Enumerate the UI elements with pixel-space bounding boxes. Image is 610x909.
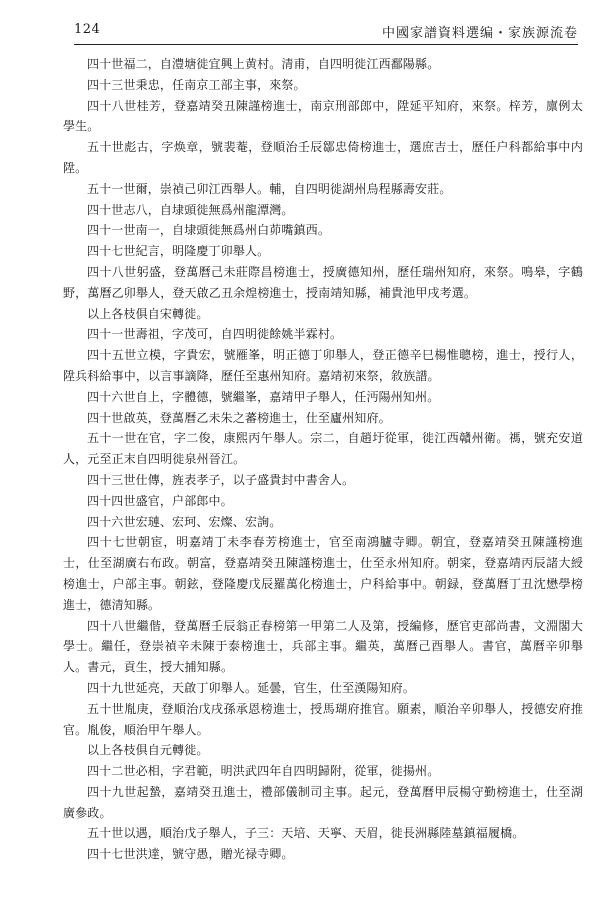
paragraph: 五十一世爾，崇禎己卯江西舉人。輔，自四明徙湖州烏程縣壽安莊。 [87, 181, 452, 196]
paragraph: 四十四世盛官，户部郎中。 [87, 493, 233, 508]
paragraph: 四十世福二，自澧塘徙宜興上黄村。清甫，自四明徙江西鄱陽縣。 [87, 57, 440, 71]
paragraph: 以上各枝俱自宋轉徙。 [87, 306, 209, 321]
paragraph: 四十三世仕傳，旌表孝子，以子盛貴封中書舍人。 [87, 472, 355, 487]
paragraph: 四十七世洪達，號守愚，贈光禄寺卿。 [87, 847, 294, 862]
page-body [63, 54, 583, 865]
paragraph: 四十八世躬盛，登萬曆己未莊際昌榜進士，授廣德知州，歷任瑞州知府，來祭。鳴皋，字鶴野，萬曆乙卯舉人，登天啟乙丑余煌榜進士，授南靖知縣，補貴池甲戌考選。 [63, 264, 583, 300]
paragraph: 四十六世自上，字體德，號繼峯，嘉靖甲子舉人，任沔陽州知州。 [87, 389, 440, 404]
paragraph: 四十世啟英，登萬曆乙未朱之蕃榜進士，仕至廬州知府。 [87, 410, 391, 425]
page-number: 124 [74, 22, 101, 37]
page-header [74, 20, 578, 42]
paragraph: 以上各枝俱自元轉徙。 [87, 743, 209, 758]
paragraph: 四十七世朝宦，明嘉靖丁未李春芳榜進士，官至南鴻臚寺卿。朝宜，登嘉靖癸丑陳謹榜進士，仕至湖廣右布政。朝富，登嘉靖癸丑陳謹榜進士，仕至永州知府。朝寀，登嘉靖丙辰諸大綬榜進士，户部主事。朝鉉，登隆慶戊辰羅萬化榜進士，户科給事中。朝録，登萬曆丁丑沈懋學榜進士，德清知縣。 [63, 535, 583, 612]
paragraph: 四十五世立模，字貴宏，號雁峯，明正德丁卯舉人，登正德辛巳楊惟聰榜，進士，授行人，陞兵科給事中，以言事謫降，歷任至惠州知府。嘉靖初來祭，敘族譜。 [63, 348, 583, 383]
paragraph: 五十世彪古，字焕章，號裴菴，登順治壬辰鄒忠倚榜進士，選庶吉士，歷任户科都給事中内陞。 [63, 140, 583, 175]
paragraph: 四十世志八，自埭頭徙無爲州龍潭灣。 [87, 202, 294, 217]
paragraph: 四十九世起蟄，嘉靖癸丑進士，禮部儀制司主事。起元，登萬曆甲辰楊守勤榜進士，仕至湖廣參政。 [63, 784, 583, 820]
paragraph: 四十九世延亮，天啟丁卯舉人。延曇，官生，仕至漢陽知府。 [87, 680, 416, 695]
paragraph: 四十六世宏璉、宏珂、宏燦、宏詢。 [87, 514, 282, 529]
paragraph: 四十八世繼偕，登萬曆壬辰翁正春榜第一甲第二人及第，授編修，歷官吏部尚書，文淵閣大學士。繼任，登崇禎辛未陳于泰榜進士，兵部主事。繼英，萬曆己酉舉人。書官，萬曆辛卯舉人。書元，貢生，授大捕知縣。 [63, 618, 583, 675]
paragraph: 四十七世紀言，明隆慶丁卯舉人。 [87, 244, 270, 259]
paragraph: 五十世胤庚，登順治戊戌孫承恩榜進士，授馬瑚府推官。願素，順治辛卯舉人，授德安府推官。胤俊，順治甲午舉人。 [63, 701, 583, 737]
header-rule [74, 44, 578, 45]
paragraph: 五十一世在官，字二俊，康熙丙午舉人。宗二，自趙圩從軍，徙江西贛州衛。禡，號充安道人，元至正末自四明徙泉州晉江。 [63, 431, 583, 467]
paragraph: 四十二世必相，字君範，明洪武四年自四明歸附，從軍，徙揚州。 [87, 764, 440, 779]
running-title: 中國家譜資料選编・家族源流卷 [381, 26, 578, 41]
paragraph: 四十三世秉忠，任南京工部主事，來祭。 [87, 77, 306, 92]
paragraph: 四十一世壽祖，字茂可，自四明徙餘姚半霖村。 [87, 327, 343, 342]
paragraph: 四十八世桂芳，登嘉靖癸丑陳謹榜進士，南京刑部郎中，陞延平知府，來祭。梓芳，廪例太學生。 [63, 98, 583, 134]
paragraph: 四十一世南一，自埭頭徙無爲州白茆嘴鎮西。 [87, 223, 331, 238]
paragraph: 五十世以遇，順治戊子舉人，子三：天培、天寧、天眉，徙長洲縣陸墓鎮福履橋。 [87, 826, 525, 841]
